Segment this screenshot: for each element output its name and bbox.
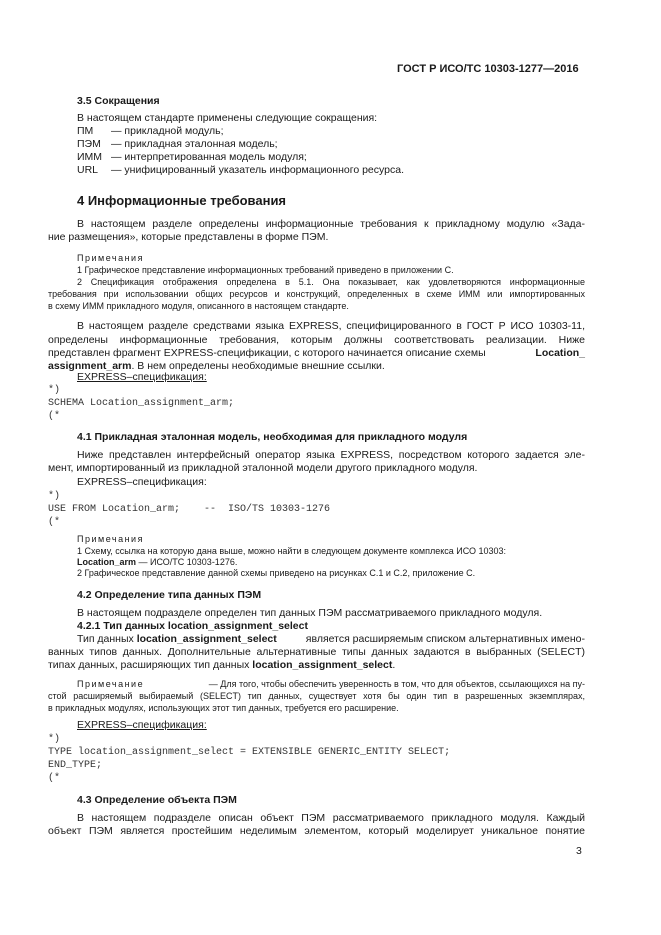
- code-line: (*: [48, 773, 61, 784]
- notes-label: Примечания: [77, 253, 144, 263]
- abbreviations-intro: В настоящем стандарте применены следующие сокращения:: [77, 112, 378, 124]
- code-line: SCHEMA Location_assignment_arm;: [48, 398, 235, 409]
- note-line: Примечание — Для того, чтобы обеспечить уверенность в том, что для объектов, ссылающихся на пу-: [77, 679, 585, 689]
- section-4-3-paragraph-line: объект ПЭМ является простейшим неделимым элементом, который моделирует уникальное понятие: [48, 825, 585, 837]
- code-line: TYPE location_assignment_select = EXTENSIBLE GENERIC_ENTITY SELECT;: [48, 747, 451, 758]
- section-4-1-title: 4.1 Прикладная эталонная модель, необходимая для прикладного модуля: [77, 431, 468, 443]
- express-spec-label: EXPRESS–спецификация:: [77, 719, 207, 731]
- section-3-5-title: 3.5 Сокращения: [77, 95, 160, 107]
- note-2: 2 Графическое представление данной схемы приведено на рисунках С.1 и С.2, приложение С.: [77, 568, 476, 578]
- express-spec-label: EXPRESS–спецификация:: [77, 371, 207, 383]
- code-line: USE FROM Location_arm; -- ISO/TS 10303-1276: [48, 504, 331, 515]
- section-4-1-paragraph-line: мент, импортированный из прикладной эталонной модели другого прикладного модуля.: [48, 462, 478, 474]
- schema-name-bold: Location_: [535, 347, 585, 359]
- note-label: Примечание: [77, 679, 145, 689]
- note-2-line: 2 Спецификация отображения определена в 5.1. Она показывает, как удовлетворяются информационные: [77, 277, 585, 287]
- section-4-title: 4 Информационные требования: [77, 193, 287, 208]
- section-4-paragraph-line: определены информационные требования, которым должны соответствовать реализации. Ниже: [48, 334, 585, 346]
- document-code: ГОСТ Р ИСО/ТС 10303-1277—2016: [397, 63, 579, 75]
- note-1: 1 Графическое представление информационных требований приведено в приложении С.: [77, 265, 454, 275]
- abbreviation-item: URL — унифицированный указатель информационного ресурса.: [77, 164, 404, 176]
- code-line: *): [48, 491, 61, 502]
- abbreviation-item: ПМ — прикладной модуль;: [77, 125, 224, 137]
- abbreviation-item: ПЭМ — прикладная эталонная модель;: [77, 138, 278, 150]
- abbreviation-item: ИММ — интерпретированная модель модуля;: [77, 151, 307, 163]
- section-4-2-1-title: 4.2.1 Тип данных location_assignment_select: [77, 620, 308, 632]
- section-4-paragraph-line: представлен фрагмент EXPRESS-спецификации, с которого начинается описание схемы Location_: [48, 347, 585, 359]
- notes-label: Примечания: [77, 534, 144, 544]
- section-4-paragraph-line: В настоящем разделе средствами языка EXPRESS, специфицированного в ГОСТ Р ИСО 10303-11,: [77, 320, 585, 332]
- section-4-2-title: 4.2 Определение типа данных ПЭМ: [77, 589, 262, 601]
- note-2-line: в схему ИММ прикладного модуля, описанного в настоящем стандарте.: [48, 301, 349, 311]
- section-4-2-paragraph: В настоящем подразделе определен тип данных ПЭМ рассматриваемого прикладного модуля.: [77, 607, 543, 619]
- section-4-paragraph-line: assignment_arm. В нем определены необходимые внешние ссылки.: [48, 360, 385, 372]
- note-line: в прикладных модулях, использующих этот тип данных, требуется его расширение.: [48, 703, 399, 713]
- note-1-line: Location_arm — ИСО/ТС 10303-1276.: [77, 557, 238, 567]
- section-4-2-1-paragraph-line: ванных типов данных. Дополнительные альтернативные типы данных задаются в выбранных (SELECT): [48, 646, 585, 658]
- page-number: 3: [576, 845, 582, 857]
- abbreviation-list: [77, 125, 404, 177]
- code-line: *): [48, 734, 61, 745]
- note-line: стой расширяемый выбираемый (SELECT) тип данных, существует хотя бы один тип в разрешенных экземплярах,: [48, 691, 585, 701]
- code-line: (*: [48, 517, 61, 528]
- section-4-2-1-paragraph-line: Тип данных location_assignment_select является расширяемым списком альтернативных имено-: [77, 633, 585, 645]
- code-line: END_TYPE;: [48, 760, 103, 771]
- section-4-3-paragraph-line: В настоящем подразделе описан объект ПЭМ рассматриваемого прикладного модуля. Каждый: [77, 812, 585, 824]
- note-2-line: требования при использовании общих ресурсов и конструкций, определенных в схеме ИММ или импортированных: [48, 289, 585, 299]
- code-line: *): [48, 385, 61, 396]
- section-4-paragraph-line: В настоящем разделе определены информационные требования к прикладному модулю «Зада-: [77, 218, 585, 230]
- section-4-3-title: 4.3 Определение объекта ПЭМ: [77, 794, 237, 806]
- section-4-1-paragraph-line: Ниже представлен интерфейсный оператор языка EXPRESS, посредством которого задается эле-: [77, 449, 585, 461]
- note-1: 1 Схему, ссылка на которую дана выше, можно найти в следующем документе комплекса ИСО 10303:: [77, 546, 507, 556]
- section-4-2-1-paragraph-line: типах данных, расширяющих тип данных location_assignment_select.: [48, 659, 396, 671]
- section-4-paragraph-line: ние размещения», которые представлены в форме ПЭМ.: [48, 231, 329, 243]
- code-line: (*: [48, 411, 61, 422]
- express-spec-label: EXPRESS–спецификация:: [77, 476, 207, 488]
